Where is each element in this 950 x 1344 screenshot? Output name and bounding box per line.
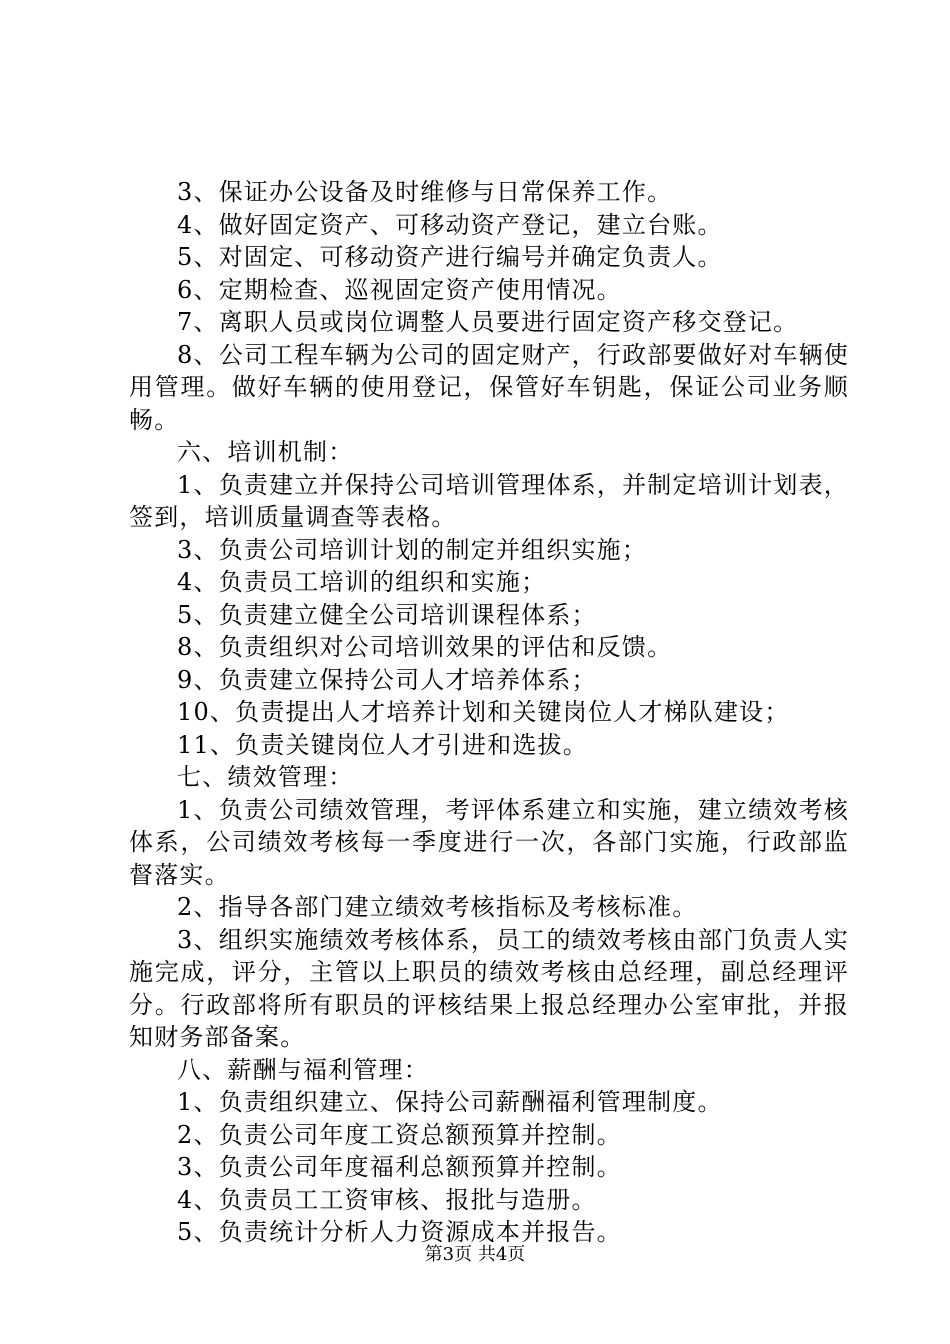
paragraph-training-3: 3、负责公司培训计划的制定并组织实施； [177, 535, 648, 564]
paragraph-training-10: 10、负责提出人才培养计划和关键岗位人才梯队建设； [177, 698, 790, 726]
paragraph-training-11: 11、负责关键岗位人才引进和选拔。 [177, 730, 588, 759]
paragraph-item-7-handover: 7、离职人员或岗位调整人员要进行固定资产移交登记。 [177, 308, 799, 336]
paragraph-training-1: 1、负责建立并保持公司培训管理体系，并制定培训计划表，签到，培训质量调查等表格。 [129, 470, 849, 531]
paragraph-compensation-4: 4、负责员工工资审核、报批与造册。 [177, 1185, 597, 1214]
paragraph-compensation-1: 1、负责组织建立、保持公司薪酬福利管理制度。 [177, 1088, 723, 1116]
paragraph-training-8: 8、负责组织对公司培训效果的评估和反馈。 [177, 633, 673, 661]
document-body [129, 176, 849, 1249]
section-heading-performance: 七、绩效管理： [177, 763, 354, 791]
paragraph-performance-3: 3、组织实施绩效考核体系，员工的绩效考核由部门负责人实施完成，评分，主管以上职员的绩效考核由总经理，副总经理评分。行政部将所有职员的评核结果上报总经理办公室审批，并报知财务部备案。 [129, 925, 849, 1051]
paragraph-item-6-inspection: 6、定期检查、巡视固定资产使用情况。 [177, 275, 622, 304]
paragraph-compensation-2: 2、负责公司年度工资总额预算并控制。 [177, 1120, 622, 1149]
paragraph-item-4-asset-registration: 4、做好固定资产、可移动资产登记，建立台账。 [177, 210, 723, 239]
paragraph-performance-2: 2、指导各部门建立绩效考核指标及考核标准。 [177, 893, 698, 921]
paragraph-item-8-vehicles: 8、公司工程车辆为公司的固定财产，行政部要做好对车辆使用管理。做好车辆的使用登记，保管好车钥匙，保证公司业务顺畅。 [129, 340, 849, 434]
paragraph-item-3-maintenance: 3、保证办公设备及时维修与日常保养工作。 [177, 178, 673, 206]
paragraph-training-9: 9、负责建立保持公司人才培养体系； [177, 665, 597, 694]
section-heading-compensation: 八、薪酬与福利管理： [177, 1055, 429, 1084]
paragraph-item-5-asset-numbering: 5、对固定、可移动资产进行编号并确定负责人。 [177, 243, 723, 271]
paragraph-training-5: 5、负责建立健全公司培训课程体系； [177, 600, 597, 629]
page-number-footer: 第3页 共4页 [424, 1244, 526, 1265]
paragraph-performance-1: 1、负责公司绩效管理，考评体系建立和实施，建立绩效考核体系，公司绩效考核每一季度进行一次，各部门实施，行政部监督落实。 [129, 795, 849, 889]
paragraph-compensation-5: 5、负责统计分析人力资源成本并报告。 [177, 1218, 622, 1246]
section-heading-training: 六、培训机制： [177, 438, 354, 466]
paragraph-compensation-3: 3、负责公司年度福利总额预算并控制。 [177, 1153, 622, 1181]
paragraph-training-4: 4、负责员工培训的组织和实施； [177, 568, 547, 596]
